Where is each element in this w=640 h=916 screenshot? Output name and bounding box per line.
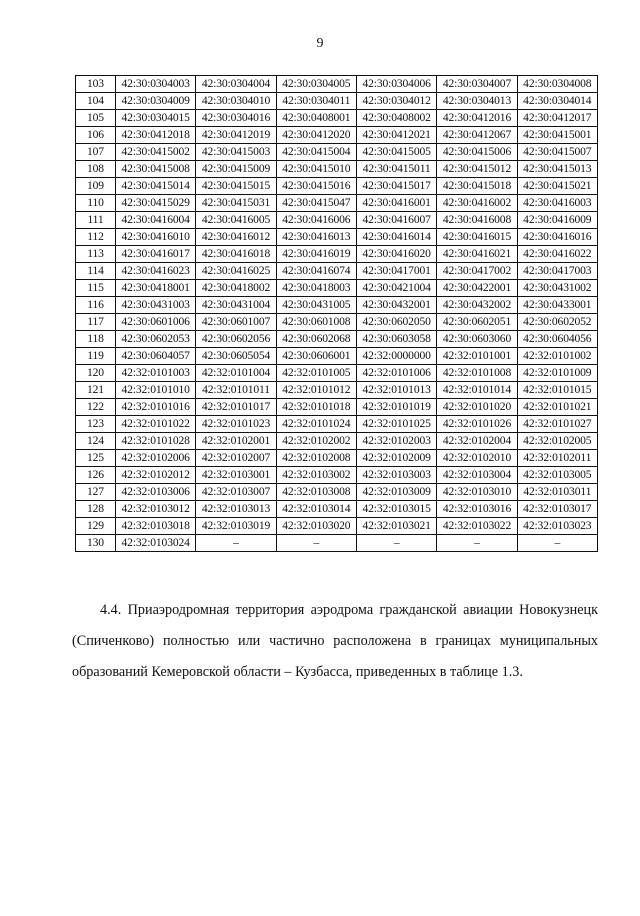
cadastral-number-cell: 42:32:0101012 xyxy=(276,382,356,399)
cadastral-number-cell: 42:30:0416018 xyxy=(196,246,276,263)
table-row xyxy=(76,280,598,297)
cadastral-number-cell: 42:30:0304012 xyxy=(356,93,436,110)
cadastral-number-cell: 42:30:0304005 xyxy=(276,76,356,93)
cadastral-number-cell: 42:32:0103018 xyxy=(116,518,196,535)
cadastral-number-cell: 42:30:0416005 xyxy=(196,212,276,229)
cadastral-number-cell: 42:32:0103015 xyxy=(356,501,436,518)
cadastral-number-cell: 42:30:0416007 xyxy=(356,212,436,229)
cadastral-number-cell: 42:30:0415014 xyxy=(116,178,196,195)
cadastral-number-cell: 42:32:0101005 xyxy=(276,365,356,382)
cadastral-number-cell: 42:30:0604057 xyxy=(116,348,196,365)
cadastral-number-cell: 42:30:0416016 xyxy=(517,229,597,246)
page-number: 9 xyxy=(316,36,324,51)
cadastral-number-cell: 42:30:0415009 xyxy=(196,161,276,178)
cadastral-number-cell: 42:30:0304007 xyxy=(437,76,517,93)
row-number-cell: 115 xyxy=(76,280,116,297)
cadastral-number-cell: 42:30:0421004 xyxy=(356,280,436,297)
table-row xyxy=(76,501,598,518)
cadastral-table xyxy=(75,75,598,552)
cadastral-number-cell: 42:30:0416010 xyxy=(116,229,196,246)
cadastral-number-cell: 42:30:0415001 xyxy=(517,127,597,144)
cadastral-number-cell: 42:30:0416023 xyxy=(116,263,196,280)
row-number-cell: 116 xyxy=(76,297,116,314)
cadastral-number-cell: 42:30:0416022 xyxy=(517,246,597,263)
cadastral-number-cell: 42:30:0415031 xyxy=(196,195,276,212)
row-number-cell: 129 xyxy=(76,518,116,535)
cadastral-number-cell: 42:32:0103006 xyxy=(116,484,196,501)
cadastral-number-cell: 42:32:0102004 xyxy=(437,433,517,450)
row-number-cell: 109 xyxy=(76,178,116,195)
cadastral-number-cell: 42:32:0101019 xyxy=(356,399,436,416)
row-number-cell: 117 xyxy=(76,314,116,331)
cadastral-number-cell: – xyxy=(276,535,356,552)
cadastral-number-cell: 42:30:0604056 xyxy=(517,331,597,348)
table-row xyxy=(76,365,598,382)
row-number-cell: 130 xyxy=(76,535,116,552)
row-number-cell: 105 xyxy=(76,110,116,127)
cadastral-number-cell: 42:30:0415007 xyxy=(517,144,597,161)
cadastral-number-cell: – xyxy=(437,535,517,552)
table-row xyxy=(76,195,598,212)
cadastral-number-cell: 42:30:0412019 xyxy=(196,127,276,144)
cadastral-number-cell: 42:32:0103014 xyxy=(276,501,356,518)
cadastral-number-cell: 42:30:0415021 xyxy=(517,178,597,195)
cadastral-number-cell: 42:30:0602051 xyxy=(437,314,517,331)
table-row xyxy=(76,535,598,552)
table-row xyxy=(76,297,598,314)
cadastral-number-cell: 42:30:0431005 xyxy=(276,297,356,314)
cadastral-number-cell: 42:32:0102005 xyxy=(517,433,597,450)
cadastral-number-cell: 42:30:0418002 xyxy=(196,280,276,297)
cadastral-number-cell: 42:30:0417001 xyxy=(356,263,436,280)
cadastral-number-cell: 42:30:0416001 xyxy=(356,195,436,212)
cadastral-number-cell: 42:30:0408002 xyxy=(356,110,436,127)
cadastral-number-cell: 42:32:0102006 xyxy=(116,450,196,467)
cadastral-number-cell: 42:32:0101017 xyxy=(196,399,276,416)
cadastral-number-cell: 42:32:0102009 xyxy=(356,450,436,467)
cadastral-number-cell: 42:30:0432001 xyxy=(356,297,436,314)
table-row xyxy=(76,348,598,365)
cadastral-number-cell: 42:30:0433001 xyxy=(517,297,597,314)
row-number-cell: 123 xyxy=(76,416,116,433)
cadastral-number-cell: 42:30:0304010 xyxy=(196,93,276,110)
cadastral-number-cell: 42:30:0304015 xyxy=(116,110,196,127)
cadastral-number-cell: 42:30:0304004 xyxy=(196,76,276,93)
table-row xyxy=(76,93,598,110)
cadastral-number-cell: 42:32:0102011 xyxy=(517,450,597,467)
cadastral-number-cell: 42:30:0601006 xyxy=(116,314,196,331)
table-row xyxy=(76,178,598,195)
cadastral-number-cell: 42:32:0101023 xyxy=(196,416,276,433)
cadastral-number-cell: 42:32:0101027 xyxy=(517,416,597,433)
cadastral-number-cell: 42:30:0602050 xyxy=(356,314,436,331)
cadastral-number-cell: 42:32:0103021 xyxy=(356,518,436,535)
cadastral-number-cell: – xyxy=(356,535,436,552)
cadastral-number-cell: 42:30:0606001 xyxy=(276,348,356,365)
table-row xyxy=(76,110,598,127)
cadastral-number-cell: 42:30:0412067 xyxy=(437,127,517,144)
row-number-cell: 118 xyxy=(76,331,116,348)
cadastral-number-cell: 42:30:0415029 xyxy=(116,195,196,212)
table-row xyxy=(76,246,598,263)
cadastral-number-cell: 42:30:0416012 xyxy=(196,229,276,246)
row-number-cell: 107 xyxy=(76,144,116,161)
table-row xyxy=(76,433,598,450)
cadastral-number-cell: 42:30:0603060 xyxy=(437,331,517,348)
cadastral-number-cell: 42:32:0101026 xyxy=(437,416,517,433)
cadastral-number-cell: 42:32:0103023 xyxy=(517,518,597,535)
cadastral-number-cell: 42:32:0103001 xyxy=(196,467,276,484)
cadastral-number-cell: 42:30:0416015 xyxy=(437,229,517,246)
cadastral-number-cell: 42:30:0416025 xyxy=(196,263,276,280)
table-row xyxy=(76,450,598,467)
cadastral-number-cell: 42:30:0304016 xyxy=(196,110,276,127)
cadastral-number-cell: 42:32:0103011 xyxy=(517,484,597,501)
cadastral-number-cell: 42:32:0101020 xyxy=(437,399,517,416)
cadastral-number-cell: 42:32:0102010 xyxy=(437,450,517,467)
table-row xyxy=(76,416,598,433)
row-number-cell: 113 xyxy=(76,246,116,263)
cadastral-number-cell: 42:30:0416009 xyxy=(517,212,597,229)
cadastral-number-cell: 42:30:0416020 xyxy=(356,246,436,263)
cadastral-number-cell: 42:32:0103016 xyxy=(437,501,517,518)
cadastral-number-cell: 42:30:0431003 xyxy=(116,297,196,314)
cadastral-number-cell: 42:30:0601007 xyxy=(196,314,276,331)
row-number-cell: 112 xyxy=(76,229,116,246)
cadastral-number-cell: 42:30:0431004 xyxy=(196,297,276,314)
cadastral-number-cell: 42:32:0101013 xyxy=(356,382,436,399)
cadastral-number-cell: 42:32:0101002 xyxy=(517,348,597,365)
cadastral-number-cell: 42:32:0101001 xyxy=(437,348,517,365)
cadastral-number-cell: 42:30:0415012 xyxy=(437,161,517,178)
section-paragraph xyxy=(72,595,598,688)
table-row xyxy=(76,161,598,178)
table-row xyxy=(76,229,598,246)
cadastral-number-cell: 42:30:0415015 xyxy=(196,178,276,195)
cadastral-number-cell: 42:32:0103019 xyxy=(196,518,276,535)
cadastral-number-cell: 42:32:0000000 xyxy=(356,348,436,365)
cadastral-number-cell: 42:30:0605054 xyxy=(196,348,276,365)
cadastral-number-cell: 42:30:0412017 xyxy=(517,110,597,127)
cadastral-number-cell: 42:30:0415047 xyxy=(276,195,356,212)
cadastral-number-cell: 42:30:0416008 xyxy=(437,212,517,229)
cadastral-number-cell: 42:30:0415005 xyxy=(356,144,436,161)
table-row xyxy=(76,518,598,535)
row-number-cell: 111 xyxy=(76,212,116,229)
cadastral-number-cell: 42:30:0416021 xyxy=(437,246,517,263)
cadastral-number-cell: 42:30:0408001 xyxy=(276,110,356,127)
cadastral-number-cell: 42:32:0101006 xyxy=(356,365,436,382)
cadastral-number-cell: 42:30:0304008 xyxy=(517,76,597,93)
cadastral-number-cell: 42:30:0415013 xyxy=(517,161,597,178)
cadastral-number-cell: 42:32:0101025 xyxy=(356,416,436,433)
row-number-cell: 120 xyxy=(76,365,116,382)
cadastral-number-cell: 42:30:0415016 xyxy=(276,178,356,195)
cadastral-number-cell: 42:30:0602052 xyxy=(517,314,597,331)
table-row xyxy=(76,331,598,348)
cadastral-number-cell: 42:32:0102012 xyxy=(116,467,196,484)
cadastral-number-cell: 42:32:0103017 xyxy=(517,501,597,518)
row-number-cell: 114 xyxy=(76,263,116,280)
row-number-cell: 119 xyxy=(76,348,116,365)
row-number-cell: 127 xyxy=(76,484,116,501)
cadastral-number-cell: 42:30:0304014 xyxy=(517,93,597,110)
row-number-cell: 104 xyxy=(76,93,116,110)
cadastral-number-cell: 42:32:0102003 xyxy=(356,433,436,450)
cadastral-number-cell: 42:30:0415011 xyxy=(356,161,436,178)
cadastral-number-cell: 42:32:0101015 xyxy=(517,382,597,399)
table-row xyxy=(76,263,598,280)
table-row xyxy=(76,144,598,161)
cadastral-number-cell: 42:30:0304009 xyxy=(116,93,196,110)
cadastral-number-cell: – xyxy=(517,535,597,552)
cadastral-number-cell: 42:32:0101003 xyxy=(116,365,196,382)
cadastral-number-cell: 42:30:0422001 xyxy=(437,280,517,297)
cadastral-number-cell: 42:32:0103009 xyxy=(356,484,436,501)
table-row xyxy=(76,127,598,144)
cadastral-number-cell: 42:30:0431002 xyxy=(517,280,597,297)
cadastral-number-cell: 42:32:0101021 xyxy=(517,399,597,416)
cadastral-number-cell: 42:32:0103020 xyxy=(276,518,356,535)
row-number-cell: 108 xyxy=(76,161,116,178)
cadastral-number-cell: 42:32:0101018 xyxy=(276,399,356,416)
cadastral-number-cell: 42:32:0101004 xyxy=(196,365,276,382)
cadastral-number-cell: 42:32:0103004 xyxy=(437,467,517,484)
cadastral-number-cell: 42:32:0101011 xyxy=(196,382,276,399)
row-number-cell: 128 xyxy=(76,501,116,518)
cadastral-number-cell: 42:30:0415003 xyxy=(196,144,276,161)
cadastral-number-cell: 42:30:0416006 xyxy=(276,212,356,229)
cadastral-number-cell: 42:30:0412018 xyxy=(116,127,196,144)
table-row xyxy=(76,399,598,416)
cadastral-number-cell: 42:30:0415006 xyxy=(437,144,517,161)
row-number-cell: 126 xyxy=(76,467,116,484)
cadastral-number-cell: 42:32:0101028 xyxy=(116,433,196,450)
table-row xyxy=(76,76,598,93)
cadastral-number-cell: 42:32:0103010 xyxy=(437,484,517,501)
cadastral-number-cell: 42:30:0415002 xyxy=(116,144,196,161)
cadastral-number-cell: 42:32:0101014 xyxy=(437,382,517,399)
cadastral-number-cell: 42:30:0415017 xyxy=(356,178,436,195)
row-number-cell: 125 xyxy=(76,450,116,467)
cadastral-number-cell: 42:30:0416019 xyxy=(276,246,356,263)
cadastral-number-cell: 42:30:0416017 xyxy=(116,246,196,263)
cadastral-number-cell: 42:30:0418003 xyxy=(276,280,356,297)
cadastral-number-cell: 42:30:0417002 xyxy=(437,263,517,280)
cadastral-number-cell: 42:30:0304011 xyxy=(276,93,356,110)
cadastral-number-cell: 42:30:0602053 xyxy=(116,331,196,348)
cadastral-number-cell: 42:30:0603058 xyxy=(356,331,436,348)
cadastral-number-cell: 42:30:0432002 xyxy=(437,297,517,314)
cadastral-number-cell: 42:30:0416013 xyxy=(276,229,356,246)
cadastral-number-cell: 42:32:0101008 xyxy=(437,365,517,382)
cadastral-number-cell: 42:32:0102001 xyxy=(196,433,276,450)
row-number-cell: 121 xyxy=(76,382,116,399)
cadastral-number-cell: 42:30:0601008 xyxy=(276,314,356,331)
cadastral-number-cell: 42:32:0103005 xyxy=(517,467,597,484)
cadastral-number-cell: 42:30:0416003 xyxy=(517,195,597,212)
cadastral-number-cell: 42:30:0304013 xyxy=(437,93,517,110)
row-number-cell: 110 xyxy=(76,195,116,212)
cadastral-table-body xyxy=(76,76,598,552)
cadastral-number-cell: 42:32:0101009 xyxy=(517,365,597,382)
table-row xyxy=(76,467,598,484)
paragraph-text: 4.4. Приаэродромная территория аэродрома гражданской авиации Новокузнецк (Спиченково) полностью или частично расположена в границах муниципальных образований Кемеровской области – Кузбасса, приведенных в таблице 1.3. xyxy=(72,602,598,680)
cadastral-number-cell: 42:30:0416074 xyxy=(276,263,356,280)
cadastral-number-cell: 42:32:0102008 xyxy=(276,450,356,467)
cadastral-number-cell: 42:30:0415018 xyxy=(437,178,517,195)
cadastral-number-cell: 42:32:0103003 xyxy=(356,467,436,484)
cadastral-number-cell: 42:30:0412020 xyxy=(276,127,356,144)
cadastral-number-cell: 42:32:0103024 xyxy=(116,535,196,552)
cadastral-number-cell: 42:30:0418001 xyxy=(116,280,196,297)
table-row xyxy=(76,212,598,229)
cadastral-number-cell: 42:30:0602068 xyxy=(276,331,356,348)
cadastral-number-cell: 42:32:0103002 xyxy=(276,467,356,484)
cadastral-number-cell: 42:30:0412021 xyxy=(356,127,436,144)
cadastral-number-cell: 42:30:0416002 xyxy=(437,195,517,212)
cadastral-number-cell: 42:32:0102007 xyxy=(196,450,276,467)
cadastral-number-cell: 42:32:0103013 xyxy=(196,501,276,518)
cadastral-number-cell: 42:32:0103022 xyxy=(437,518,517,535)
cadastral-number-cell: 42:32:0103008 xyxy=(276,484,356,501)
row-number-cell: 106 xyxy=(76,127,116,144)
cadastral-number-cell: 42:30:0416014 xyxy=(356,229,436,246)
row-number-cell: 124 xyxy=(76,433,116,450)
cadastral-number-cell: – xyxy=(196,535,276,552)
cadastral-number-cell: 42:30:0602056 xyxy=(196,331,276,348)
table-row xyxy=(76,484,598,501)
cadastral-number-cell: 42:32:0103007 xyxy=(196,484,276,501)
cadastral-number-cell: 42:32:0101010 xyxy=(116,382,196,399)
cadastral-number-cell: 42:30:0412016 xyxy=(437,110,517,127)
cadastral-number-cell: 42:30:0304003 xyxy=(116,76,196,93)
cadastral-number-cell: 42:32:0102002 xyxy=(276,433,356,450)
cadastral-number-cell: 42:30:0416004 xyxy=(116,212,196,229)
table-row xyxy=(76,314,598,331)
cadastral-number-cell: 42:32:0103012 xyxy=(116,501,196,518)
cadastral-number-cell: 42:30:0415004 xyxy=(276,144,356,161)
cadastral-number-cell: 42:32:0101024 xyxy=(276,416,356,433)
table-row xyxy=(76,382,598,399)
row-number-cell: 122 xyxy=(76,399,116,416)
cadastral-number-cell: 42:30:0417003 xyxy=(517,263,597,280)
cadastral-number-cell: 42:30:0415008 xyxy=(116,161,196,178)
cadastral-number-cell: 42:30:0304006 xyxy=(356,76,436,93)
cadastral-number-cell: 42:32:0101016 xyxy=(116,399,196,416)
row-number-cell: 103 xyxy=(76,76,116,93)
cadastral-number-cell: 42:32:0101022 xyxy=(116,416,196,433)
cadastral-number-cell: 42:30:0415010 xyxy=(276,161,356,178)
